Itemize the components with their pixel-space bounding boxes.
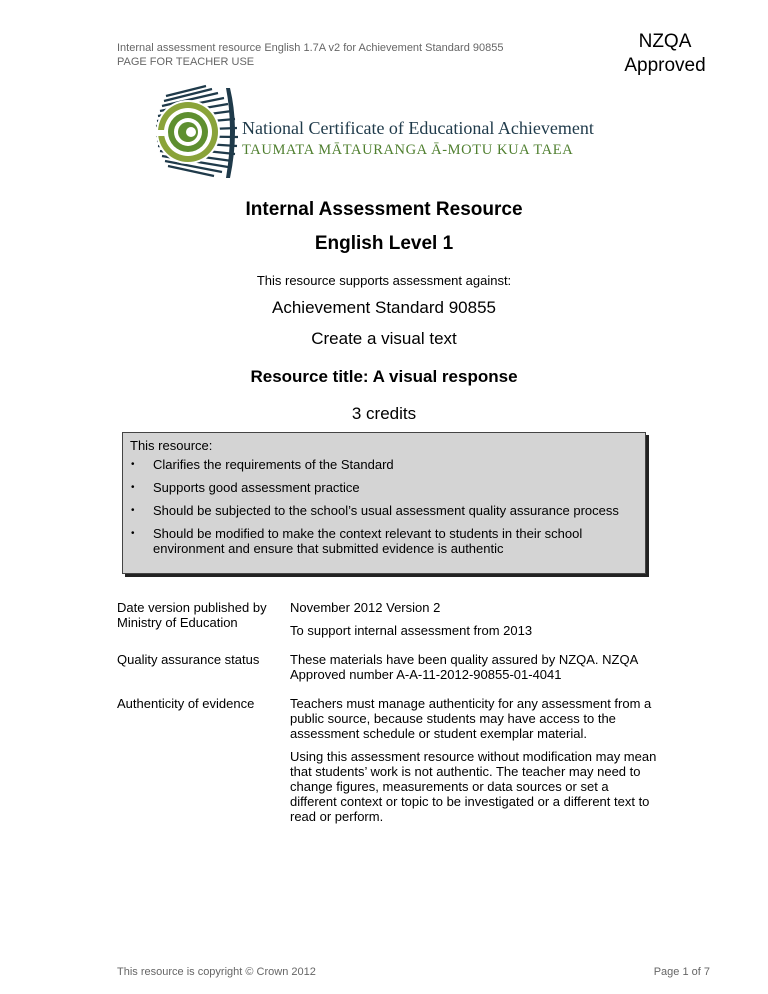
stamp-line-2: Approved [624,55,706,76]
row-value: Using this assessment resource without modification may mean that students’ work is not authentic. The teacher may need to change figures, measurements or data sources or set a different context or topic to be investigated or a different text to read or perform. [290,749,657,824]
copyright-notice: This resource is copyright © Crown 2012 [117,966,316,978]
row-label: Date version published by Ministry of Education [117,600,267,630]
box-intro: This resource: [130,438,213,453]
row-label: Quality assurance status [117,652,260,667]
table-row [117,696,657,824]
list-item: • Should be modified to make the context relevant to students in their school environment and ensure that submitted evidence is authentic [131,526,583,556]
resource-title: Resource title: A visual response [250,367,518,386]
header-doc-info [117,41,503,69]
list-item: • Supports good assessment practice [131,480,360,495]
logo-title-english: National Certificate of Educational Achievement [242,118,594,138]
header-teacher-use-line: PAGE FOR TEACHER USE [117,56,255,68]
supports-text: This resource supports assessment against: [256,273,512,288]
metadata-table [117,600,657,838]
page-title: Internal Assessment Resource [245,199,523,220]
box-bullet-list [123,457,645,564]
bullet-icon: • [131,528,135,539]
level-title: English Level 1 [314,233,454,254]
stamp-line-1: NZQA [638,31,692,52]
nzqa-approved-stamp [600,30,730,78]
bullet-icon: • [131,459,135,470]
list-item: • Should be subjected to the school’s usual assessment quality assurance process [131,503,619,518]
bullet-icon: • [131,482,135,493]
standard-name: Create a visual text [311,329,457,348]
header-resource-line: Internal assessment resource English 1.7A v2 for Achievement Standard 90855 [117,42,504,54]
logo-title-maori: TAUMATA MĀTAURANGA Ā-MOTU KUA TAEA [242,142,574,158]
standard-number: Achievement Standard 90855 [272,298,496,317]
page-number: Page 1 of 7 [653,966,710,978]
row-value: Teachers must manage authenticity for any assessment from a public source, because students may have access to the assessment schedule or student exemplar material. [290,696,652,741]
resource-info-box [122,432,646,574]
table-row [117,652,657,682]
bullet-icon: • [131,505,135,516]
row-label: Authenticity of evidence [117,696,255,711]
row-value: To support internal assessment from 2013 [290,623,533,638]
table-row [117,600,657,638]
ncea-koru-logo-icon [146,80,246,180]
credits: 3 credits [351,404,417,423]
row-value: November 2012 Version 2 [290,600,441,615]
list-item: • Clarifies the requirements of the Standard [131,457,394,472]
row-value: These materials have been quality assured by NZQA. NZQA Approved number A-A-11-2012-90855-01-4041 [290,652,638,682]
